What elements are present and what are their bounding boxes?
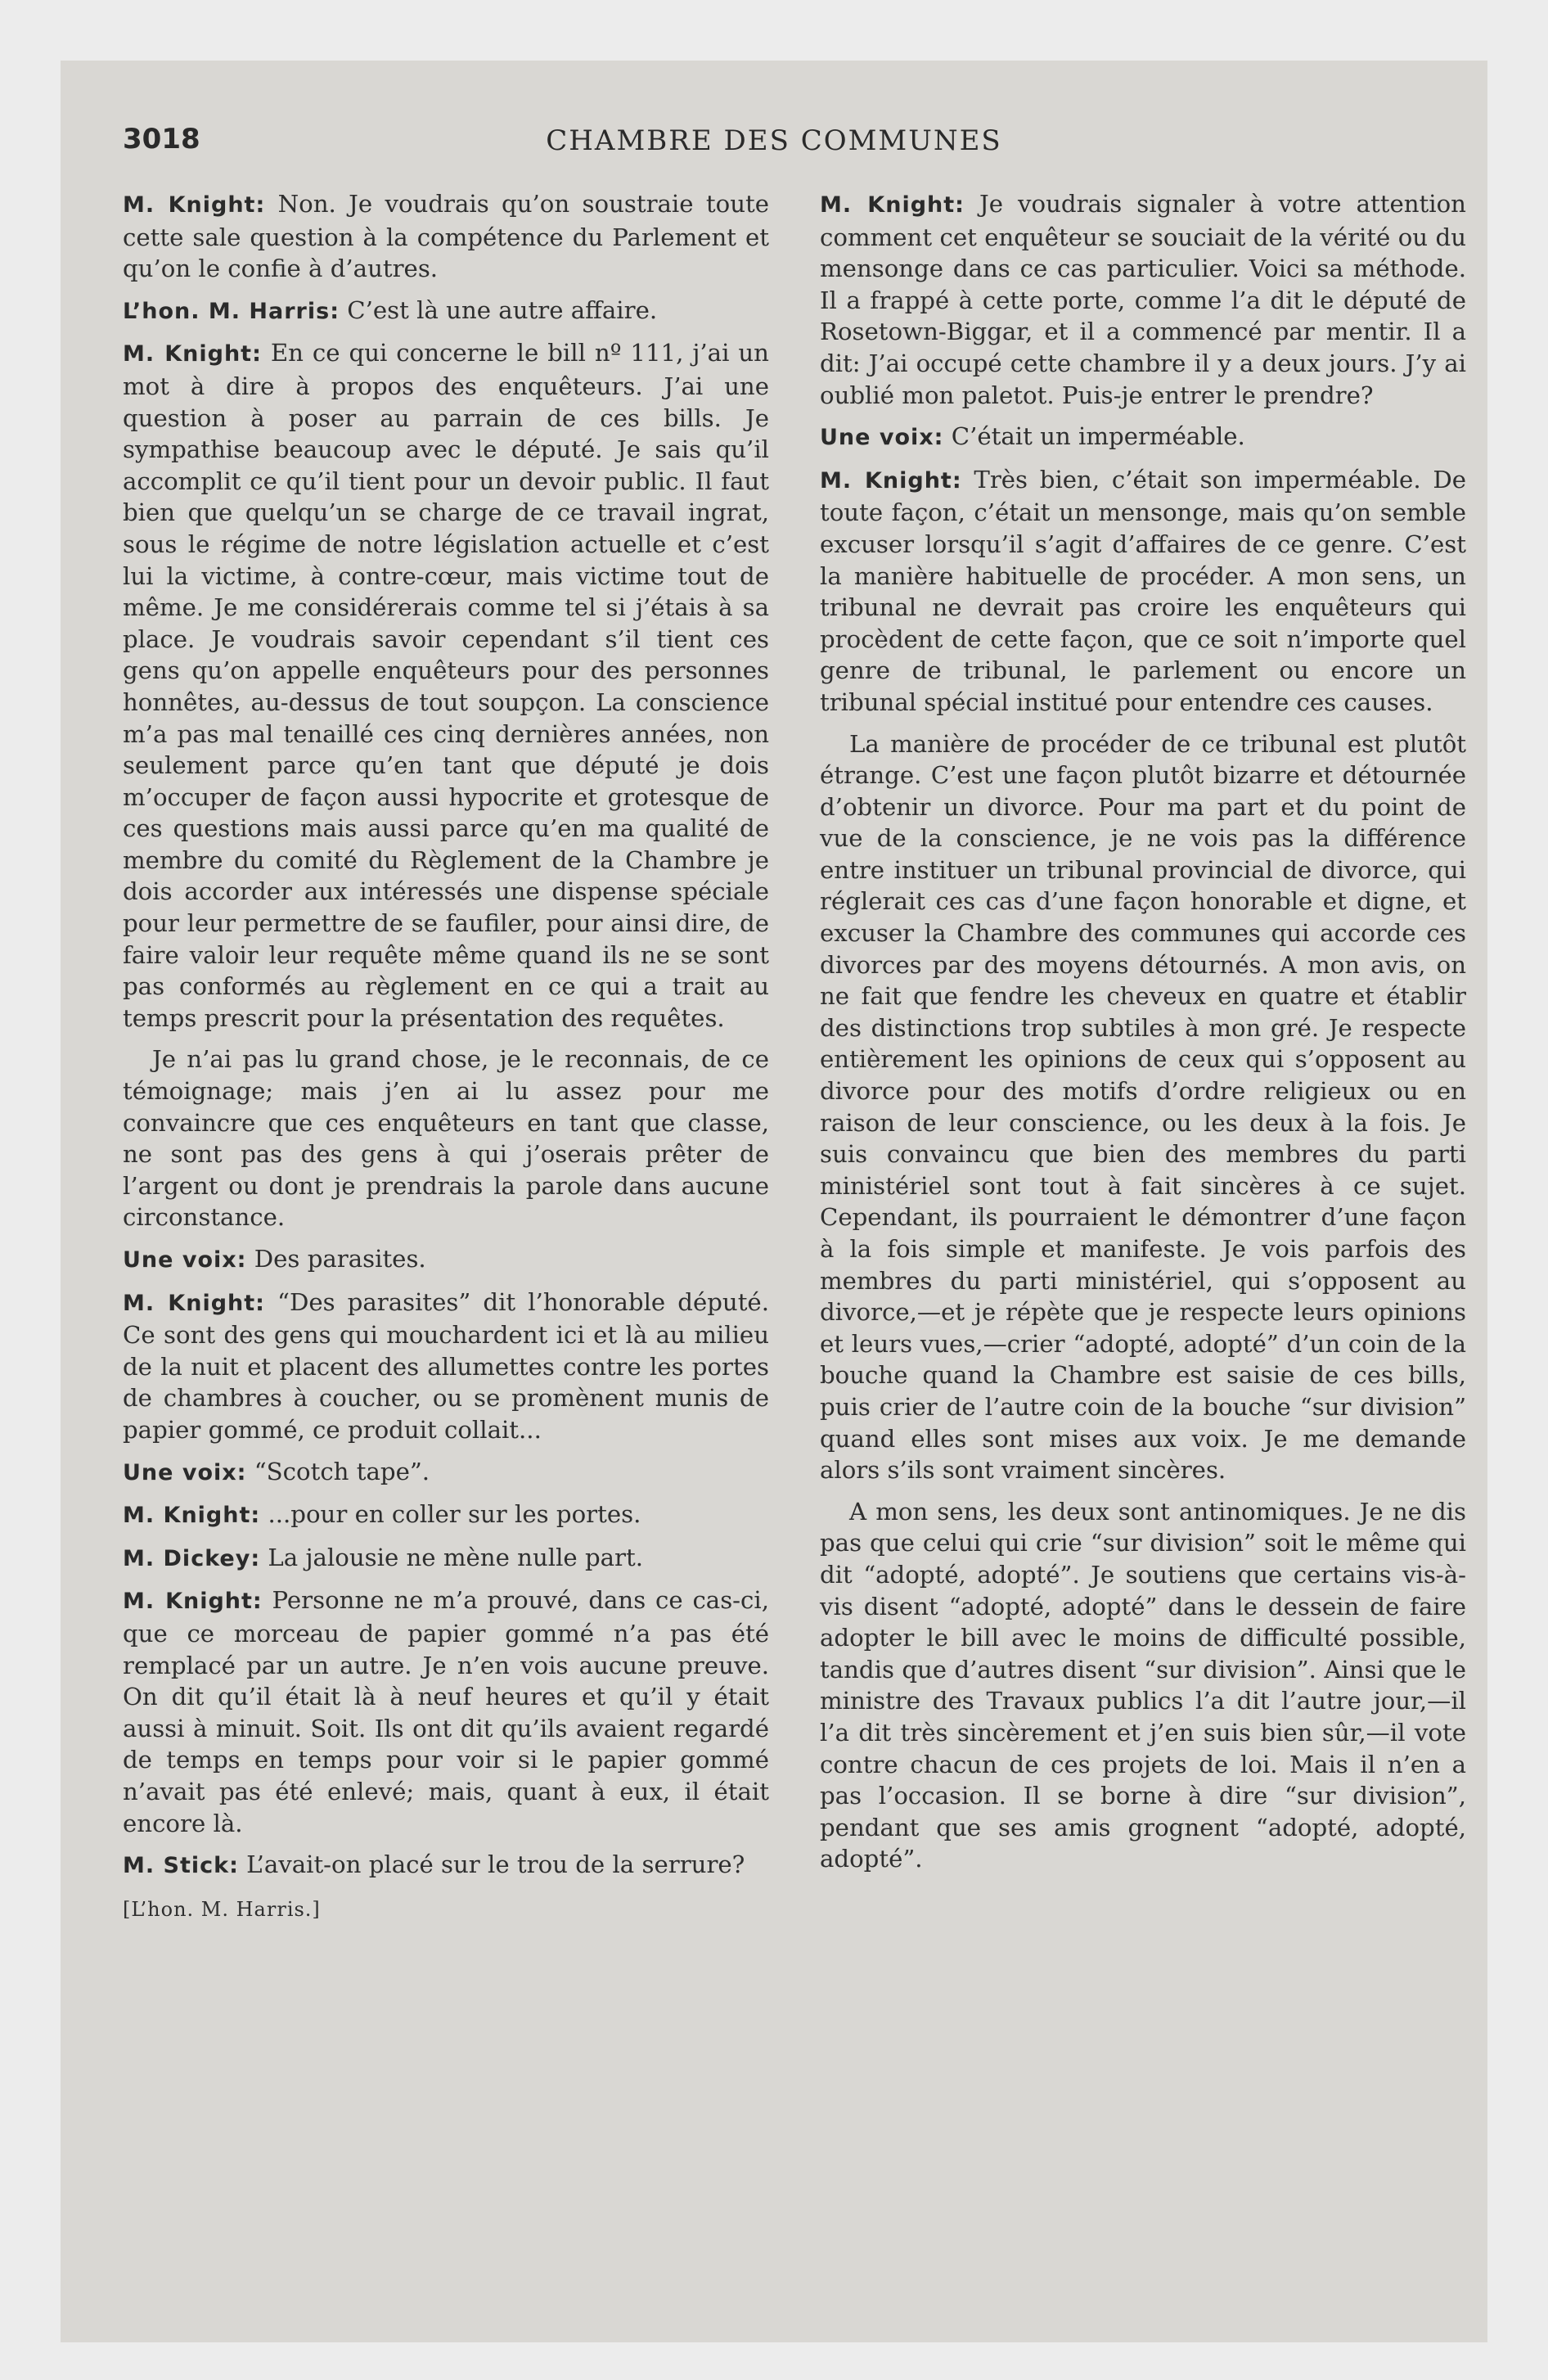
speaker-name: M. Knight: [123,341,262,367]
paragraph [123,295,769,328]
paragraph [123,1044,769,1233]
speaker-name: M. Dickey: [123,1545,261,1571]
footer-note: [L’hon. M. Harris.] [123,1897,321,1921]
paragraph-text: A mon sens, les deux sont antinomiques. Je ne dis pas que celui qui crie “sur division” soit le même qui dit “adopté, adopté”. Je soutiens que certains vis-à-vis disent “adopté, adopté” dans le dessein de faire adopter le bill avec le moins de difficulté possible, tandis que d’autres disent “sur division”. Ainsi que le ministre des Travaux publics l’a dit l’autre jour,—il l’a dit très sincèrement et j’en suis bien sûr,—il vote contre chacun de ces projets de loi. Mais il n’en a pas l’occasion. Il se borne à dire “sur division”, pendant que ses amis grognent “adopté, adopté, adopté”. [820,1497,1466,1873]
left-column [123,188,769,1922]
speaker-name: M. Knight: [123,1589,263,1615]
paragraph [123,1456,769,1490]
speaker-name: M. Stick: [123,1853,239,1879]
paragraph-text: C’était un imperméable. [943,422,1245,451]
paragraph [123,1499,769,1532]
paragraph [820,188,1466,411]
speaker-name: M. Knight: [820,467,962,494]
paragraph-text: Je n’ai pas lu grand chose, je le reconnais, de ce témoignage; mais j’en ai lu assez pour me convaincre que ces enquêteurs en tant que classe, ne sont pas des gens à qui j’oserais prêter de l’argent ou dont je prendrais la parole dans aucune circonstance. [123,1045,769,1232]
speaker-name: Une voix: [820,425,944,451]
paragraph-text: En ce qui concerne le bill nº 111, j’ai un mot à dire à propos des enquêteurs. J’ai une question à poser au parrain de ces bills. Je sympathise beaucoup avec le député. Je sais qu’il accomplit ce qu’il tient pour un devoir public. Il faut bien que quelqu’un se charge de ce travail ingrat, sous le régime de notre législation actuelle et c’est lui la victime, à contre-cœur, mais victime tout de même. Je me considérerais comme tel si j’étais à sa place. Je voudrais savoir cependant s’il tient ces gens qu’on appelle enquêteurs pour des personnes honnêtes, au-dessus de tout soupçon. La conscience m’a pas mal tenaillé ces cinq dernières années, non seulement parce qu’en tant que député je dois m’occuper de façon aussi hypocrite et grotesque de ces questions mais aussi parce qu’en ma qualité de membre du comité du Règlement de la Chambre je dois accorder aux intéressés une dispense spéciale pour leur permettre de se faufiler, pour ainsi dire, de faire valoir leur requête même quand ils ne se sont pas conformés au règlement en ce qui a trait au temps prescrit pour la présentation des requêtes. [123,339,769,1032]
paragraph-text: L’avait-on placé sur le trou de la serrure? [238,1850,745,1879]
paragraph [123,188,769,285]
paragraph [820,464,1466,719]
paragraph [820,1496,1466,1875]
paragraph-text: ...pour en coller sur les portes. [260,1500,641,1529]
speaker-name: M. Knight: [123,192,266,218]
paragraph-text: Des parasites. [246,1245,426,1273]
paragraph [123,1243,769,1277]
paragraph-text: Je voudrais signaler à votre attention comment cet enquêteur se souciait de la vérité ou du mensonge dans ce cas particulier. Voici sa méthode. Il a frappé à cette porte, comme l’a dit le député de Rosetown-Biggar, et il a commencé par mentir. Il a dit: J’ai occupé cette chambre il y a deux jours. J’y ai oublié mon paletot. Puis-je entrer le prendre? [820,190,1466,409]
paragraph [820,421,1466,454]
paragraph [820,728,1466,1486]
paragraph-text: “Scotch tape”. [246,1457,430,1485]
running-title: CHAMBRE DES COMMUNES [546,124,1002,157]
paragraph-text: Personne ne m’a prouvé, dans ce cas-ci, que ce morceau de papier gommé n’a pas été remplacé par un autre. Je n’en vois aucune preuve. On dit qu’il était là à neuf heures et qu’il y était aussi à minuit. Soit. Ils ont dit qu’ils avaient regardé de temps en temps pour voir si le papier gommé n’avait pas été enlevé; mais, quant à eux, il était encore là. [123,1586,769,1837]
speaker-name: Une voix: [123,1247,247,1273]
paragraph [123,1287,769,1446]
page-header [123,123,1425,164]
speaker-name: M. Knight: [123,1290,265,1316]
paragraph [123,337,769,1034]
paragraph [123,1849,769,1882]
paragraph-text: C’est là une autre affaire. [340,295,658,324]
paragraph-text: “Des parasites” dit l’honorable député. Ce sont des gens qui mouchardent ici et là au milieu de la nuit et placent des allumettes contre les portes de chambres à coucher, ou se promènent munis de papier gommé, ce produit collait... [123,1287,769,1444]
paragraph-text: La manière de procéder de ce tribunal est plutôt étrange. C’est une façon plutôt bizarre et détournée d’obtenir un divorce. Pour ma part et du point de vue de la conscience, je ne vois pas la différence entre instituer un tribunal provincial de divorce, qui réglerait ces cas d’une façon honorable et digne, et excuser la Chambre des communes qui accorde ces divorces par des moyens détournés. A mon avis, on ne fait que fendre les cheveux en quatre et établir des distinctions trop subtiles à mon gré. Je respecte entièrement les opinions de ceux qui s’opposent au divorce pour des motifs d’ordre religieux ou en raison de leur conscience, ou les deux à la fois. Je suis convaincu que bien des membres du parti ministériel sont tout à fait sincères à ce sujet. Cependant, ils pourraient le démontrer d’une façon à la fois simple et manifeste. Je vois parfois des membres du parti ministériel, qui s’opposent au divorce,—et je répète que je respecte leurs opinions et leurs vues,—crier “adopté, adopté” d’un coin de la bouche quand la Chambre est saisie de ces bills, puis crier de l’autre coin de la bouche “sur division” quand elles sont mises aux voix. Je me demande alors s’ils sont vraiment sincères. [820,729,1466,1485]
page-number: 3018 [123,123,200,156]
paragraph-text: Très bien, c’était son imperméable. De toute façon, c’était un mensonge, mais qu’on semble excuser lorsqu’il s’agit d’affaires de ce genre. C’est la manière habituelle de procéder. A mon sens, un tribunal ne devrait pas croire les enquêteurs qui procèdent de cette façon, que ce soit n’importe quel genre de tribunal, le parlement ou encore un tribunal spécial institué pour entendre ces causes. [820,465,1466,716]
speaker-name: M. Knight: [123,1503,261,1529]
paragraph-text: La jalousie ne mène nulle part. [260,1543,644,1571]
speaker-name: Une voix: [123,1459,247,1485]
paragraph [123,1542,769,1575]
right-column [820,188,1466,1885]
speaker-name: L’hon. M. Harris: [123,298,340,324]
speaker-name: M. Knight: [820,192,965,218]
paragraph [123,1584,769,1839]
paragraph-text: Non. Je voudrais qu’on soustraie toute cette sale question à la compétence du Parlement et qu’on le confie à d’autres. [123,190,769,283]
